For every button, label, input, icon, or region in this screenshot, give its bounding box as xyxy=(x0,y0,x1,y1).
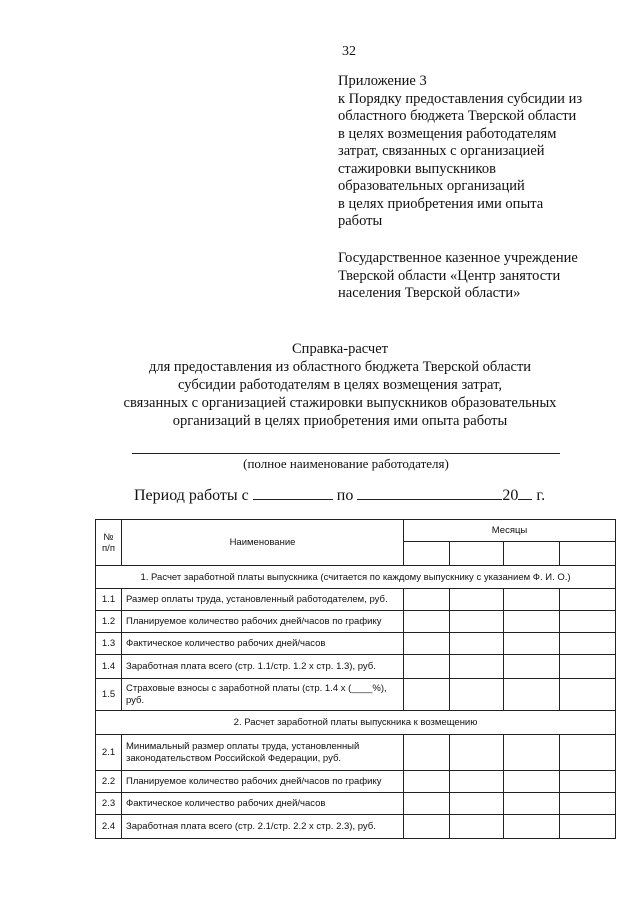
document-title xyxy=(70,340,610,430)
section-row xyxy=(96,711,616,735)
institution-line: Тверской области «Центр занятости xyxy=(338,267,561,284)
value-cell[interactable] xyxy=(450,589,504,611)
value-cell[interactable] xyxy=(504,679,560,711)
value-cell[interactable] xyxy=(504,611,560,633)
table-header-row xyxy=(96,520,616,542)
section-title: 1. Расчет заработной платы выпускника (считается по каждому выпускнику с указанием Ф. И. О.) xyxy=(96,566,616,589)
period-label: Период работы с xyxy=(134,487,249,504)
title-line: субсидии работодателям в целях возмещения затрат, xyxy=(178,377,502,393)
appendix-line: работы xyxy=(338,213,383,229)
appendix-line: образовательных организаций xyxy=(338,178,525,194)
value-cell[interactable] xyxy=(560,735,616,771)
month-cell[interactable] xyxy=(504,542,560,566)
value-cell[interactable] xyxy=(450,793,504,815)
section-title: 2. Расчет заработной платы выпускника к возмещению xyxy=(96,711,616,735)
row-name: Фактическое количество рабочих дней/часов xyxy=(122,633,404,655)
row-name: Размер оплаты труда, установленный работодателем, руб. xyxy=(122,589,404,611)
value-cell[interactable] xyxy=(504,633,560,655)
value-cell[interactable] xyxy=(404,655,450,679)
value-cell[interactable] xyxy=(504,735,560,771)
header-months: Месяцы xyxy=(404,520,616,542)
row-num: 2.4 xyxy=(96,815,122,839)
row-num: 1.5 xyxy=(96,679,122,711)
value-cell[interactable] xyxy=(450,771,504,793)
table-row xyxy=(96,611,616,633)
row-name: Фактическое количество рабочих дней/часов xyxy=(122,793,404,815)
value-cell[interactable] xyxy=(450,735,504,771)
row-name: Планируемое количество рабочих дней/часов по графику xyxy=(122,611,404,633)
value-cell[interactable] xyxy=(504,793,560,815)
header-num: № п/п xyxy=(96,520,122,566)
appendix-line: стажировки выпускников xyxy=(338,160,496,177)
row-num: 1.4 xyxy=(96,655,122,679)
value-cell[interactable] xyxy=(504,815,560,839)
value-cell[interactable] xyxy=(560,815,616,839)
month-cell[interactable] xyxy=(404,542,450,566)
period-to-label: по xyxy=(336,487,354,504)
period-year-suffix: г. xyxy=(536,487,546,504)
title-heading: Справка-расчет xyxy=(292,341,388,357)
appendix-block xyxy=(338,73,608,231)
value-cell[interactable] xyxy=(450,633,504,655)
appendix-line: областного бюджета Тверской области xyxy=(338,108,577,124)
table-row xyxy=(96,735,616,771)
institution-line: Государственное казенное учреждение xyxy=(338,250,578,266)
row-num: 1.2 xyxy=(96,611,122,633)
row-num: 1.3 xyxy=(96,633,122,655)
value-cell[interactable] xyxy=(450,679,504,711)
appendix-line: к Порядку предоставления субсидии из xyxy=(338,90,583,107)
table-row xyxy=(96,633,616,655)
table-row xyxy=(96,589,616,611)
month-cell[interactable] xyxy=(560,542,616,566)
title-line: для предоставления из областного бюджета Тверской области xyxy=(148,359,532,375)
value-cell[interactable] xyxy=(450,815,504,839)
appendix-line: Приложение 3 xyxy=(338,73,427,89)
value-cell[interactable] xyxy=(560,679,616,711)
value-cell[interactable] xyxy=(450,611,504,633)
row-name: Минимальный размер оплаты труда, установленный законодательством Российской Федерации, руб. xyxy=(122,735,404,771)
appendix-line: в целях возмещения работодателям xyxy=(338,125,557,142)
value-cell[interactable] xyxy=(504,771,560,793)
value-cell[interactable] xyxy=(404,679,450,711)
month-cell[interactable] xyxy=(450,542,504,566)
row-name: Страховые взносы с заработной платы (стр. 1.4 х (____%), руб. xyxy=(122,679,404,711)
row-name: Заработная плата всего (стр. 1.1/стр. 1.2 х стр. 1.3), руб. xyxy=(122,655,404,679)
period-start-field[interactable] xyxy=(253,485,333,500)
value-cell[interactable] xyxy=(504,589,560,611)
value-cell[interactable] xyxy=(404,589,450,611)
table-row xyxy=(96,655,616,679)
institution-block xyxy=(338,250,618,303)
value-cell[interactable] xyxy=(404,793,450,815)
table-row xyxy=(96,815,616,839)
value-cell[interactable] xyxy=(560,793,616,815)
value-cell[interactable] xyxy=(404,611,450,633)
row-num: 2.2 xyxy=(96,771,122,793)
row-num: 2.1 xyxy=(96,735,122,771)
table-row xyxy=(96,771,616,793)
value-cell[interactable] xyxy=(560,611,616,633)
title-line: организаций в целях приобретения ими опыта работы xyxy=(172,413,508,429)
section-row xyxy=(96,566,616,589)
value-cell[interactable] xyxy=(504,655,560,679)
value-cell[interactable] xyxy=(404,735,450,771)
period-year-prefix: 20 xyxy=(502,487,519,504)
appendix-line: в целях приобретения ими опыта xyxy=(338,195,544,212)
row-num: 2.3 xyxy=(96,793,122,815)
row-num: 1.1 xyxy=(96,589,122,611)
value-cell[interactable] xyxy=(560,771,616,793)
work-period xyxy=(134,485,545,505)
table-row xyxy=(96,679,616,711)
value-cell[interactable] xyxy=(560,655,616,679)
page-number: 32 xyxy=(342,44,356,59)
employer-caption: (полное наименование работодателя) xyxy=(243,456,449,471)
row-name: Заработная плата всего (стр. 2.1/стр. 2.2 х стр. 2.3), руб. xyxy=(122,815,404,839)
value-cell[interactable] xyxy=(404,815,450,839)
appendix-line: затрат, связанных с организацией xyxy=(338,143,545,159)
value-cell[interactable] xyxy=(404,771,450,793)
calculation-table xyxy=(95,519,616,839)
value-cell[interactable] xyxy=(404,633,450,655)
header-name: Наименование xyxy=(122,520,404,566)
value-cell[interactable] xyxy=(450,655,504,679)
value-cell[interactable] xyxy=(560,589,616,611)
period-end-field[interactable] xyxy=(357,485,502,500)
period-year-field[interactable] xyxy=(518,485,532,500)
title-line: связанных с организацией стажировки выпускников образовательных xyxy=(123,395,557,411)
row-name: Планируемое количество рабочих дней/часов по графику xyxy=(122,771,404,793)
institution-line: населения Тверской области» xyxy=(338,285,521,301)
table-row xyxy=(96,793,616,815)
employer-name-field[interactable] xyxy=(132,453,560,454)
value-cell[interactable] xyxy=(560,633,616,655)
